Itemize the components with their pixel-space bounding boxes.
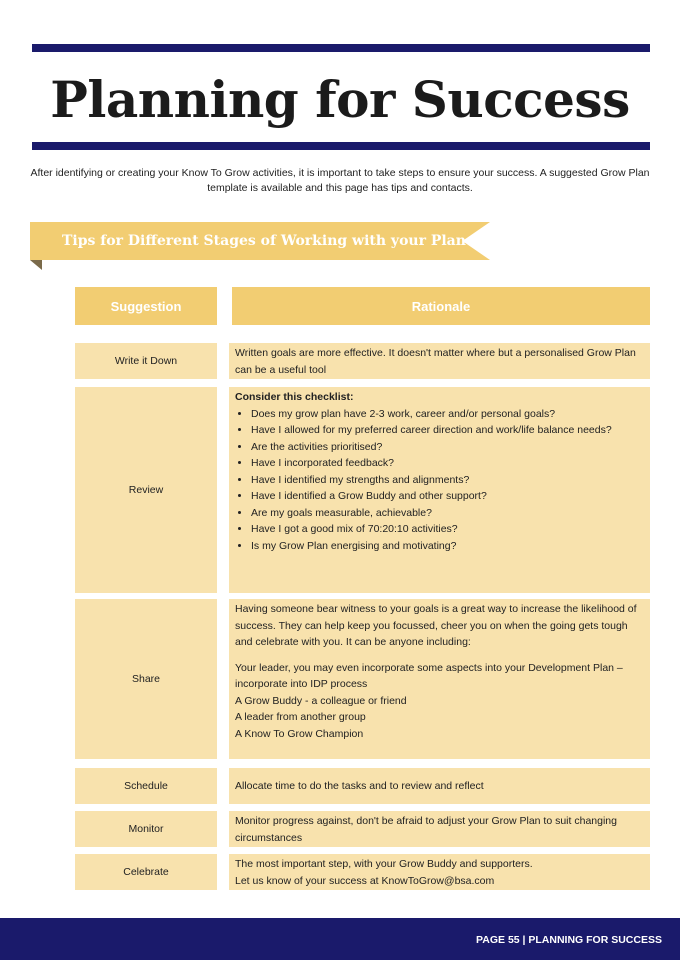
checklist-item: • Is my Grow Plan energising and motivating? (251, 538, 644, 555)
checklist-item: • Have I allowed for my preferred career direction and work/life balance needs? (251, 422, 644, 439)
checklist-item: • Does my grow plan have 2-3 work, career and/or personal goals? (251, 406, 644, 423)
row-label-write-it-down: Write it Down (75, 343, 217, 379)
row-label-review: Review (75, 387, 217, 593)
page-title: Planning for Success (50, 70, 630, 129)
banner-fold-shape (30, 260, 42, 270)
rationale-text: Allocate time to do the tasks and to review and reflect (235, 779, 484, 792)
footer-page-label: PAGE 55 | PLANNING FOR SUCCESS (476, 934, 662, 946)
section-banner-title: Tips for Different Stages of Working with your Plan (62, 233, 466, 249)
row-label-monitor: Monitor (75, 811, 217, 847)
checklist-item: • Have I identified my strengths and alignments? (251, 472, 644, 489)
checklist (235, 406, 644, 555)
row-text-review (229, 387, 650, 593)
top-rule (32, 44, 650, 52)
share-line: A Know To Grow Champion (235, 727, 364, 740)
row-text-write-it-down (229, 343, 650, 379)
row-text-monitor (229, 811, 650, 847)
rationale-text: Monitor progress against, don't be afraid to adjust your Grow Plan to suit changing circumstances (235, 815, 617, 844)
column-header-suggestion: Suggestion (75, 287, 217, 325)
share-line: Your leader, you may even incorporate some aspects into your Development Plan – incorporate into IDP process (235, 661, 623, 690)
title-underline-rule (32, 142, 650, 150)
intro-paragraph: After identifying or creating your Know To Grow activities, it is important to take steps to ensure your success. A suggested Grow Plan template is available and this page has tips and contacts. (30, 167, 650, 194)
row-label-share: Share (75, 599, 217, 759)
row-label-schedule: Schedule (75, 768, 217, 804)
checklist-item: • Have I identified a Grow Buddy and other support? (251, 488, 644, 505)
celebrate-line: The most important step, with your Grow Buddy and supporters. (235, 858, 533, 870)
checklist-item: • Have I got a good mix of 70:20:10 activities? (251, 521, 644, 538)
checklist-heading: Consider this checklist: (235, 391, 354, 403)
row-text-celebrate (229, 854, 650, 890)
checklist-item: • Are the activities prioritised? (251, 439, 644, 456)
row-label-celebrate: Celebrate (75, 854, 217, 890)
checklist-item: • Are my goals measurable, achievable? (251, 505, 644, 522)
celebrate-line: Let us know of your success at KnowToGrow@bsa.com (235, 874, 495, 887)
footer-bar (0, 918, 680, 960)
row-text-share (229, 599, 650, 759)
share-line: A leader from another group (235, 711, 366, 723)
column-header-rationale: Rationale (232, 287, 650, 325)
share-line: A Grow Buddy - a colleague or friend (235, 694, 407, 707)
rationale-text: Written goals are more effective. It doesn't matter where but a personalised Grow Plan can be a useful tool (235, 347, 636, 376)
row-text-schedule (229, 768, 650, 804)
checklist-item: • Have I incorporated feedback? (251, 455, 644, 472)
share-paragraph: Having someone bear witness to your goals is a great way to increase the likelihood of success. They can help keep you focussed, cheer you on when the going gets tough and celebrate with you. It can be anyone including: (235, 603, 637, 648)
